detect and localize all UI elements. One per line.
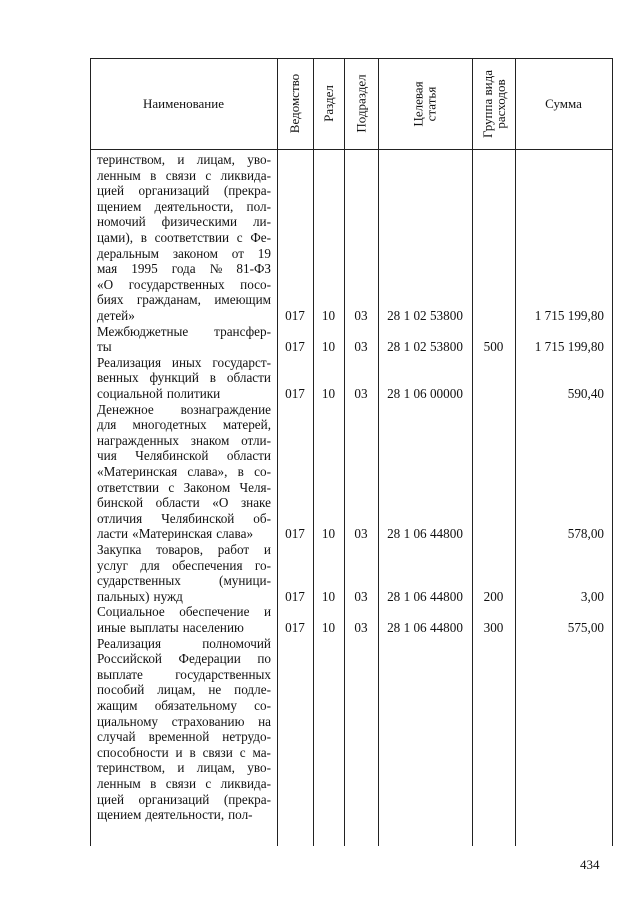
cell-section: 10 bbox=[321, 339, 336, 355]
row-name-line: способности и в связи с ма- bbox=[97, 744, 271, 760]
row-name-line: ленным в связи с ликвида- bbox=[97, 167, 271, 183]
header-department bbox=[277, 58, 313, 149]
row-name-line: Реализация иных государст- bbox=[97, 354, 271, 370]
cell-subsection: 03 bbox=[354, 308, 368, 323]
row-name-line: цией организаций (прекра- bbox=[97, 791, 271, 807]
header-sum bbox=[515, 58, 612, 149]
row-name bbox=[97, 402, 271, 542]
row-name-line: для многодетных матерей, bbox=[97, 417, 271, 433]
row-name bbox=[97, 152, 271, 324]
row-name-line: Денежное вознаграждение bbox=[97, 401, 271, 417]
column-divider bbox=[277, 58, 278, 846]
row-name-line: выплате государственных bbox=[97, 666, 271, 682]
cell-department: 017 bbox=[285, 526, 305, 542]
row-name-line: ответствии с Законом Челя- bbox=[97, 479, 271, 495]
row-name-line: теринством, и лицам, уво- bbox=[97, 760, 271, 776]
row-name-line: биях гражданам, имеющим bbox=[97, 292, 271, 308]
row-name-line: Российской Федерации по bbox=[97, 651, 271, 667]
row-name-line: пособий лицам, не подле- bbox=[97, 682, 271, 698]
cell-target-article: 28 1 02 53800 bbox=[387, 339, 463, 355]
row-name-line: бинской области «О знаке bbox=[97, 495, 271, 511]
row-name-line: ласти «Материнская слава» bbox=[97, 526, 254, 542]
row-name-line: Реализация полномочий bbox=[97, 635, 271, 651]
cell-section: 10 bbox=[321, 308, 336, 323]
cell-sum: 575,00 bbox=[567, 620, 604, 635]
cell-sum: 578,00 bbox=[567, 526, 604, 542]
row-name-line: мая 1995 года № 81-ФЗ bbox=[97, 261, 271, 277]
header-expense-group-line1: Группа вида bbox=[479, 69, 495, 138]
header-expense-group-line2: расходов bbox=[492, 78, 508, 129]
header-divider bbox=[90, 149, 613, 150]
row-name-line: «О государственных посо- bbox=[97, 276, 271, 292]
row-name-line: циальному страхованию на bbox=[97, 713, 271, 729]
row-name-line: венных функций в области bbox=[97, 370, 271, 386]
cell-department: 017 bbox=[285, 308, 305, 323]
row-name-line: жащим обязательному со- bbox=[97, 697, 271, 713]
header-expense-group bbox=[472, 58, 515, 149]
budget-table bbox=[90, 58, 613, 846]
row-name-line: цией организаций (прекра- bbox=[97, 183, 271, 199]
cell-target-article: 28 1 06 44800 bbox=[387, 620, 463, 635]
cell-department: 017 bbox=[285, 339, 305, 355]
row-name-line: ленным в связи с ликвида- bbox=[97, 775, 271, 791]
cell-target-article: 28 1 02 53800 bbox=[387, 308, 463, 323]
row-name-line: ты bbox=[97, 339, 112, 355]
row-name-line: теринством, и лицам, уво- bbox=[97, 152, 271, 167]
row-name-line: отличия Челябинской об- bbox=[97, 510, 271, 526]
column-divider bbox=[344, 58, 345, 846]
row-name-line: Межбюджетные трансфер- bbox=[97, 323, 271, 339]
header-target-article bbox=[378, 58, 472, 149]
row-name bbox=[97, 636, 271, 823]
cell-subsection: 03 bbox=[354, 386, 368, 401]
row-name bbox=[97, 542, 271, 604]
header-section bbox=[313, 58, 344, 149]
cell-section: 10 bbox=[321, 620, 336, 635]
cell-department: 017 bbox=[285, 620, 305, 635]
row-name-line: деральным законом от 19 bbox=[97, 245, 271, 261]
row-name-line: пальных) нужд bbox=[97, 588, 183, 604]
cell-department: 017 bbox=[285, 386, 305, 401]
column-divider bbox=[472, 58, 473, 846]
header-name-label: Наименование bbox=[143, 95, 224, 111]
row-name-line: услуг для обеспечения го- bbox=[97, 557, 271, 573]
row-name-line: «Материнская слава», в со- bbox=[97, 463, 271, 479]
row-name bbox=[97, 604, 271, 635]
cell-target-article: 28 1 06 00000 bbox=[387, 386, 463, 401]
row-name-line: награжденных знаком отли- bbox=[97, 432, 271, 448]
header-department-label: Ведомство bbox=[287, 73, 303, 134]
column-divider bbox=[313, 58, 314, 846]
cell-expense-group: 300 bbox=[483, 620, 504, 635]
row-name-line: иные выплаты населению bbox=[97, 619, 244, 635]
cell-target-article: 28 1 06 44800 bbox=[387, 526, 463, 542]
cell-expense-group: 200 bbox=[483, 588, 504, 604]
row-name-line: щением деятельности, пол- bbox=[97, 198, 271, 214]
row-name-line: социальной политики bbox=[97, 385, 221, 401]
header-target-article-line1: Целевая bbox=[410, 80, 426, 127]
cell-sum: 590,40 bbox=[567, 386, 604, 401]
cell-section: 10 bbox=[321, 588, 336, 604]
row-name-line: щением деятельности, пол- bbox=[97, 807, 253, 823]
table-border-right bbox=[612, 58, 613, 846]
row-name bbox=[97, 355, 271, 402]
header-section-label: Раздел bbox=[321, 85, 336, 122]
row-name-line: Социальное обеспечение и bbox=[97, 604, 271, 620]
header-name bbox=[90, 58, 277, 149]
table-border-left bbox=[90, 58, 91, 846]
cell-subsection: 03 bbox=[354, 588, 368, 604]
cell-expense-group: 500 bbox=[483, 339, 504, 355]
row-name-line: цами), в соответствии с Фе- bbox=[97, 229, 271, 245]
row-name-line: чия Челябинской области bbox=[97, 448, 271, 464]
header-subsection-label: Подраздел bbox=[353, 74, 369, 133]
cell-subsection: 03 bbox=[354, 339, 368, 355]
cell-department: 017 bbox=[285, 588, 305, 604]
cell-subsection: 03 bbox=[354, 620, 368, 635]
cell-section: 10 bbox=[321, 526, 336, 542]
row-name-line: случай временной нетрудо- bbox=[97, 729, 271, 745]
row-name-line: сударственных (муници- bbox=[97, 573, 271, 589]
header-subsection bbox=[344, 58, 378, 149]
row-name-line: номочий физическими ли- bbox=[97, 214, 271, 230]
cell-section: 10 bbox=[321, 386, 336, 401]
column-divider bbox=[378, 58, 379, 846]
header-target-article-line2: статья bbox=[423, 86, 439, 121]
header-sum-label: Сумма bbox=[545, 95, 582, 111]
cell-subsection: 03 bbox=[354, 526, 368, 542]
cell-target-article: 28 1 06 44800 bbox=[387, 588, 463, 604]
cell-sum: 1 715 199,80 bbox=[534, 308, 604, 323]
row-name bbox=[97, 324, 271, 355]
cell-sum: 1 715 199,80 bbox=[534, 339, 604, 355]
row-name-line: Закупка товаров, работ и bbox=[97, 542, 271, 557]
row-name-line: детей» bbox=[97, 307, 135, 323]
cell-sum: 3,00 bbox=[580, 588, 604, 604]
column-divider bbox=[515, 58, 516, 846]
page-number: 434 bbox=[580, 857, 600, 872]
